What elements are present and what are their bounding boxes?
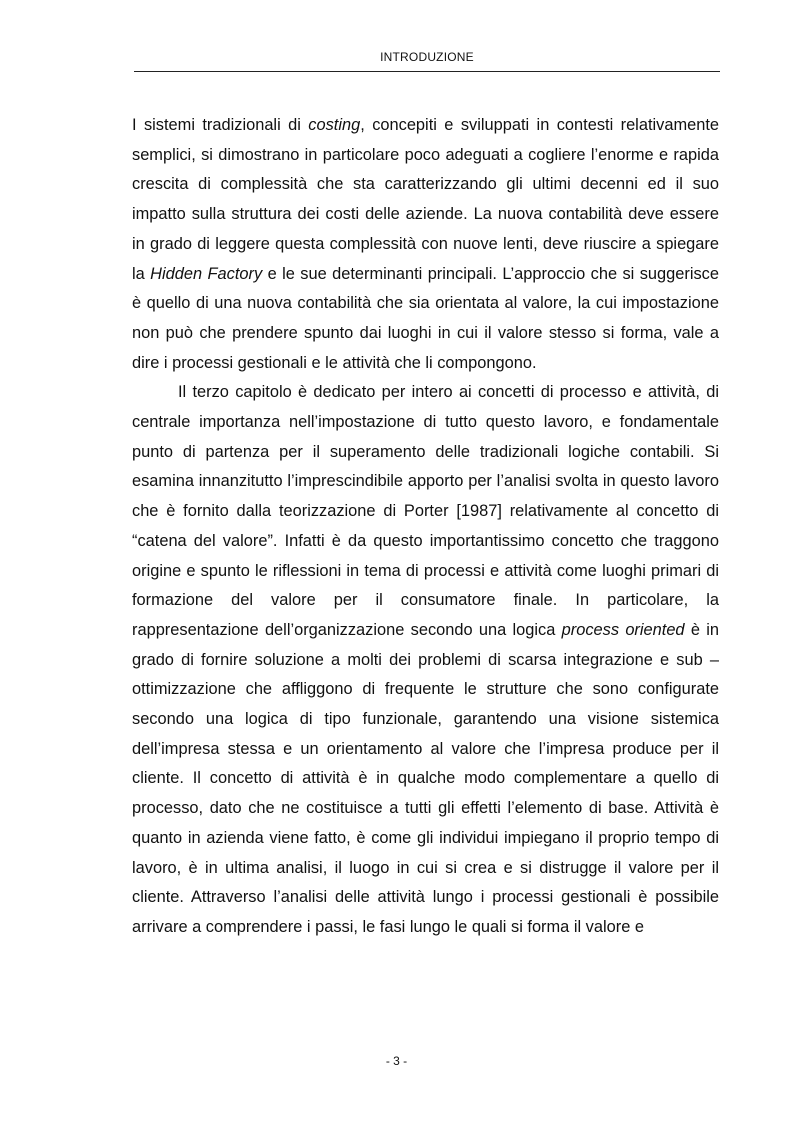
text-segment: e le sue determinanti principali. L’approccio che si suggerisce è quello di una nuova contabilità che sia orientata al valore, la cui impostazione non può che prendere spunto dai luoghi in cui il valore stesso si forma, vale a dire i processi gestionali e le attività che li compongono. <box>132 264 719 372</box>
paragraph-2 <box>132 378 719 942</box>
text-segment: , concepiti e sviluppati in contesti relativamente semplici, si dimostrano in particolare poco adeguati a cogliere l’enorme e rapida crescita di complessità che sta caratterizzando gli ultimi decenni ed il suo impatto sulla struttura dei costi delle aziende. La nuova contabilità deve essere in grado di leggere questa complessità con nuove lenti, deve riuscire a spiegare la <box>132 116 720 283</box>
italic-term: costing <box>308 116 361 134</box>
header-divider <box>134 71 720 72</box>
italic-term: process oriented <box>561 620 685 639</box>
body-text <box>132 111 719 943</box>
running-header: INTRODUZIONE <box>380 50 474 64</box>
text-segment: è in grado di fornire soluzione a molti dei problemi di scarsa integrazione e sub – ottimizzazione che affliggono di frequente le strutture che sono configurate secondo una logica di tipo funzionale, garantendo una visione sistemica dell’impresa stessa e un orientamento al valore che l’impresa produce per il cliente. Il concetto di attività è in qualche modo complementare a quello di processo, dato che ne costituisce a tutti gli effetti l’elemento di base. Attività è quanto in azienda viene fatto, è come gli individui impiegano il proprio tempo di lavoro, è in ultima analisi, il luogo in cui si crea e si distrugge il valore per il cliente. Attraverso l’analisi delle attività lungo i processi gestionali è possibile arrivare a comprendere i passi, le fasi lungo le quali si forma il valore e <box>132 620 720 936</box>
page-number: - 3 - <box>385 1054 408 1068</box>
paragraph-1 <box>132 111 719 378</box>
italic-term: Hidden Factory <box>150 264 263 283</box>
text-segment: Il terzo capitolo è dedicato per intero ai concetti di processo e attività, di centrale importanza nell’impostazione di tutto questo lavoro, e fondamentale punto di partenza per il superamento delle tradizionali logiche contabili. Si esamina innanzitutto l’imprescindibile apporto per l’analisi svolta in questo lavoro che è fornito dalla teorizzazione di Porter [1987] relativamente al concetto di “catena del valore”. Infatti è da questo importantissimo concetto che traggono origine e spunto le riflessioni in tema di processi e attività come luoghi primari di formazione del valore per il consumatore finale. In particolare, la rappresentazione dell’organizzazione secondo una logica <box>132 383 719 639</box>
text-segment: I sistemi tradizionali di <box>132 116 309 134</box>
